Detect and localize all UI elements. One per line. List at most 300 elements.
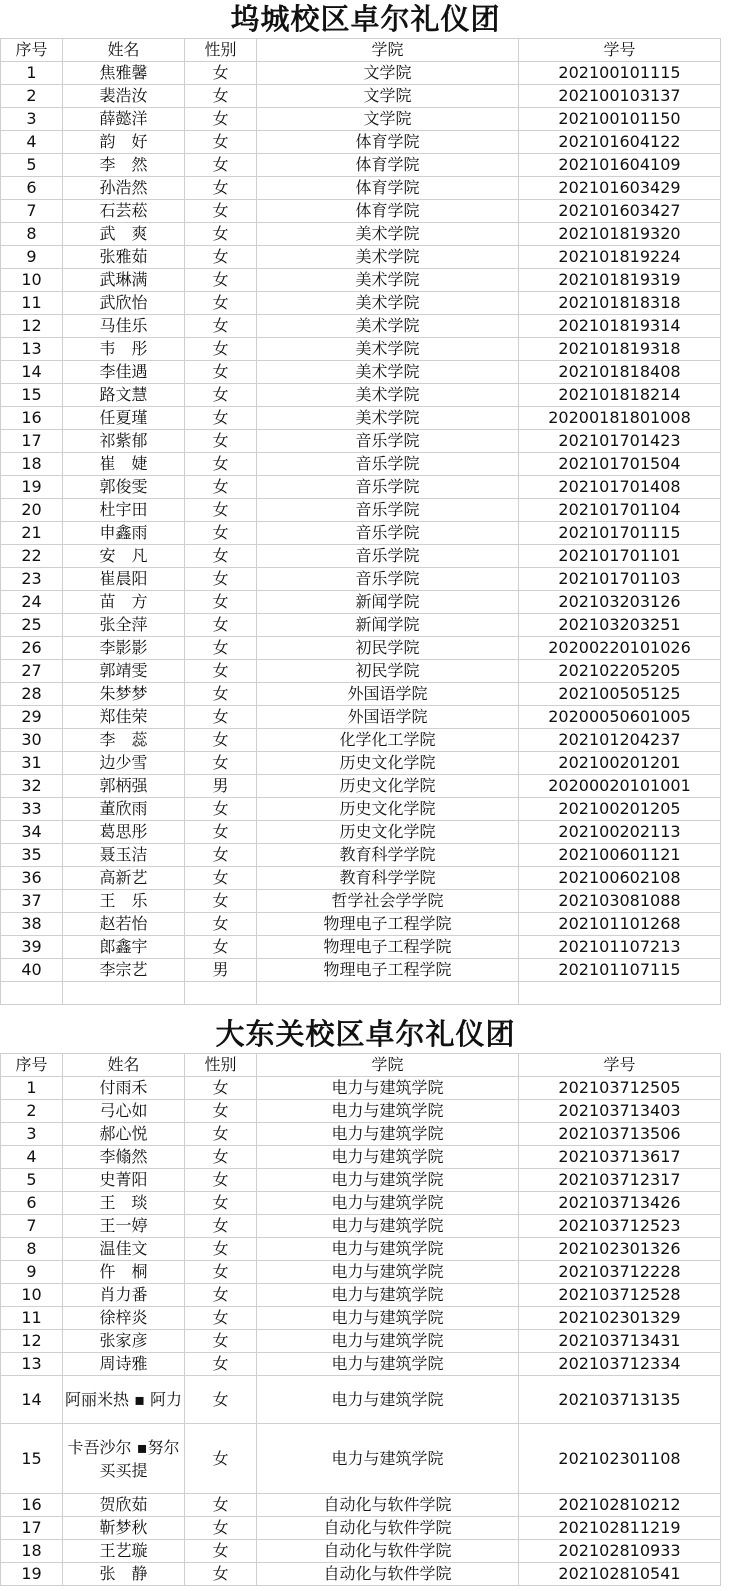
header-name: 姓名 xyxy=(63,1054,185,1077)
member-college: 电力与建筑学院 xyxy=(257,1100,519,1123)
table-row xyxy=(1,1261,721,1284)
member-gender: 女 xyxy=(185,1123,257,1146)
member-college: 文学院 xyxy=(257,62,519,85)
member-college: 物理电子工程学院 xyxy=(257,959,519,982)
member-name: 崔 婕 xyxy=(63,453,185,476)
member-name: 史菁阳 xyxy=(63,1169,185,1192)
section-2-table xyxy=(0,1053,721,1586)
row-index: 13 xyxy=(1,1353,63,1376)
member-gender: 女 xyxy=(185,890,257,913)
empty-cell xyxy=(257,982,519,1005)
member-name: 李宗艺 xyxy=(63,959,185,982)
header-gender: 性别 xyxy=(185,39,257,62)
member-gender: 女 xyxy=(185,1077,257,1100)
row-index: 12 xyxy=(1,1330,63,1353)
member-college: 新闻学院 xyxy=(257,591,519,614)
member-name: 焦雅馨 xyxy=(63,62,185,85)
section-2-title: 大东关校区卓尔礼仪团 xyxy=(215,1017,516,1051)
header-gender: 性别 xyxy=(185,1054,257,1077)
table-row xyxy=(1,591,721,614)
member-college: 化学化工学院 xyxy=(257,729,519,752)
empty-cell xyxy=(519,982,721,1005)
empty-cell xyxy=(185,982,257,1005)
member-name: 韵 好 xyxy=(63,131,185,154)
row-index: 27 xyxy=(1,660,63,683)
row-index: 32 xyxy=(1,775,63,798)
table-row xyxy=(1,660,721,683)
member-college: 电力与建筑学院 xyxy=(257,1353,519,1376)
member-name: 靳梦秋 xyxy=(63,1517,185,1540)
member-student-id: 202101818408 xyxy=(519,361,721,384)
member-student-id: 202103713506 xyxy=(519,1123,721,1146)
member-name: 温佳文 xyxy=(63,1238,185,1261)
member-student-id: 202101107115 xyxy=(519,959,721,982)
member-student-id: 202103712523 xyxy=(519,1215,721,1238)
table-row xyxy=(1,1540,721,1563)
table-row xyxy=(1,867,721,890)
member-student-id: 202101204237 xyxy=(519,729,721,752)
member-name: 高新艺 xyxy=(63,867,185,890)
member-gender: 女 xyxy=(185,476,257,499)
table-row xyxy=(1,568,721,591)
member-name: 周诗雅 xyxy=(63,1353,185,1376)
member-name: 张家彦 xyxy=(63,1330,185,1353)
member-student-id: 202101701408 xyxy=(519,476,721,499)
table-row xyxy=(1,1192,721,1215)
member-college: 电力与建筑学院 xyxy=(257,1307,519,1330)
member-college: 体育学院 xyxy=(257,131,519,154)
member-student-id: 202101101268 xyxy=(519,913,721,936)
member-name: 申鑫雨 xyxy=(63,522,185,545)
member-gender: 女 xyxy=(185,1540,257,1563)
row-index: 29 xyxy=(1,706,63,729)
row-index: 17 xyxy=(1,1517,63,1540)
table-row xyxy=(1,1215,721,1238)
member-gender: 女 xyxy=(185,1307,257,1330)
member-name: 裴浩汝 xyxy=(63,85,185,108)
table-header-row xyxy=(1,39,721,62)
member-gender: 女 xyxy=(185,683,257,706)
table-row xyxy=(1,545,721,568)
row-index: 2 xyxy=(1,1100,63,1123)
member-name: 李 然 xyxy=(63,154,185,177)
member-college: 历史文化学院 xyxy=(257,821,519,844)
member-gender: 女 xyxy=(185,545,257,568)
member-student-id: 202101819318 xyxy=(519,338,721,361)
table-row xyxy=(1,706,721,729)
member-college: 初民学院 xyxy=(257,637,519,660)
empty-cell xyxy=(63,982,185,1005)
row-index: 13 xyxy=(1,338,63,361)
member-college: 教育科学学院 xyxy=(257,844,519,867)
member-college: 体育学院 xyxy=(257,177,519,200)
member-name: 弓心如 xyxy=(63,1100,185,1123)
member-name: 韦 彤 xyxy=(63,338,185,361)
member-college: 音乐学院 xyxy=(257,499,519,522)
member-student-id: 202103203251 xyxy=(519,614,721,637)
member-college: 电力与建筑学院 xyxy=(257,1424,519,1494)
table-row xyxy=(1,338,721,361)
member-student-id: 202100103137 xyxy=(519,85,721,108)
table-row xyxy=(1,1424,721,1494)
member-gender: 女 xyxy=(185,844,257,867)
row-index: 18 xyxy=(1,1540,63,1563)
row-index: 20 xyxy=(1,499,63,522)
row-index: 2 xyxy=(1,85,63,108)
member-college: 电力与建筑学院 xyxy=(257,1169,519,1192)
row-index: 31 xyxy=(1,752,63,775)
member-student-id: 202101701504 xyxy=(519,453,721,476)
member-student-id: 202101819319 xyxy=(519,269,721,292)
member-college: 美术学院 xyxy=(257,223,519,246)
member-gender: 女 xyxy=(185,108,257,131)
row-index: 9 xyxy=(1,246,63,269)
table-row xyxy=(1,844,721,867)
member-name: 边少雪 xyxy=(63,752,185,775)
member-name: 王 乐 xyxy=(63,890,185,913)
member-student-id: 202101603427 xyxy=(519,200,721,223)
row-index: 1 xyxy=(1,1077,63,1100)
member-college: 电力与建筑学院 xyxy=(257,1077,519,1100)
member-student-id: 202100101150 xyxy=(519,108,721,131)
member-gender: 女 xyxy=(185,154,257,177)
member-name: 仵 桐 xyxy=(63,1261,185,1284)
member-student-id: 202102205205 xyxy=(519,660,721,683)
member-college: 初民学院 xyxy=(257,660,519,683)
row-index: 18 xyxy=(1,453,63,476)
member-gender: 女 xyxy=(185,1146,257,1169)
row-index: 3 xyxy=(1,108,63,131)
member-student-id: 202101818214 xyxy=(519,384,721,407)
member-student-id: 202102301329 xyxy=(519,1307,721,1330)
member-college: 电力与建筑学院 xyxy=(257,1146,519,1169)
member-gender: 女 xyxy=(185,637,257,660)
member-name: 郝心悦 xyxy=(63,1123,185,1146)
member-student-id: 202102811219 xyxy=(519,1517,721,1540)
table-row xyxy=(1,177,721,200)
member-name: 苗 方 xyxy=(63,591,185,614)
member-gender: 女 xyxy=(185,1424,257,1494)
row-index: 6 xyxy=(1,1192,63,1215)
member-name: 李佳遇 xyxy=(63,361,185,384)
member-name: 徐梓炎 xyxy=(63,1307,185,1330)
member-name: 葛思彤 xyxy=(63,821,185,844)
member-name: 武琳满 xyxy=(63,269,185,292)
member-college: 美术学院 xyxy=(257,338,519,361)
member-name: 张雅茹 xyxy=(63,246,185,269)
member-gender: 女 xyxy=(185,292,257,315)
member-name: 武 爽 xyxy=(63,223,185,246)
table-row xyxy=(1,200,721,223)
row-index: 10 xyxy=(1,1284,63,1307)
member-gender: 女 xyxy=(185,453,257,476)
table-row xyxy=(1,1284,721,1307)
member-student-id: 202103712317 xyxy=(519,1169,721,1192)
member-gender: 女 xyxy=(185,1238,257,1261)
table-row xyxy=(1,1494,721,1517)
member-college: 美术学院 xyxy=(257,315,519,338)
member-gender: 女 xyxy=(185,384,257,407)
table-row xyxy=(1,384,721,407)
member-gender: 女 xyxy=(185,729,257,752)
table-row xyxy=(1,315,721,338)
member-student-id: 20200020101001 xyxy=(519,775,721,798)
member-student-id: 202100202113 xyxy=(519,821,721,844)
member-student-id: 202101819320 xyxy=(519,223,721,246)
member-gender: 女 xyxy=(185,338,257,361)
row-index: 11 xyxy=(1,292,63,315)
member-name: 王一婷 xyxy=(63,1215,185,1238)
member-name: 祁紫郁 xyxy=(63,430,185,453)
member-gender: 女 xyxy=(185,315,257,338)
table-row xyxy=(1,85,721,108)
member-name: 石芸菘 xyxy=(63,200,185,223)
member-student-id: 20200181801008 xyxy=(519,407,721,430)
table-row xyxy=(1,269,721,292)
member-student-id: 202103712228 xyxy=(519,1261,721,1284)
row-index: 14 xyxy=(1,1376,63,1424)
member-college: 历史文化学院 xyxy=(257,752,519,775)
member-gender: 女 xyxy=(185,430,257,453)
row-index: 9 xyxy=(1,1261,63,1284)
member-gender: 女 xyxy=(185,752,257,775)
member-college: 外国语学院 xyxy=(257,706,519,729)
member-college: 美术学院 xyxy=(257,407,519,430)
member-student-id: 202101701115 xyxy=(519,522,721,545)
table-row xyxy=(1,1100,721,1123)
member-gender: 女 xyxy=(185,867,257,890)
member-student-id: 20200220101026 xyxy=(519,637,721,660)
member-college: 音乐学院 xyxy=(257,430,519,453)
section-1-title: 坞城校区卓尔礼仪团 xyxy=(230,2,501,36)
member-student-id: 202101818318 xyxy=(519,292,721,315)
member-name: 肖力番 xyxy=(63,1284,185,1307)
member-gender: 女 xyxy=(185,1563,257,1586)
table-row xyxy=(1,775,721,798)
header-student-id: 学号 xyxy=(519,1054,721,1077)
member-name: 郭靖雯 xyxy=(63,660,185,683)
member-student-id: 202100201205 xyxy=(519,798,721,821)
member-gender: 女 xyxy=(185,591,257,614)
member-college: 文学院 xyxy=(257,108,519,131)
member-college: 电力与建筑学院 xyxy=(257,1192,519,1215)
member-gender: 女 xyxy=(185,62,257,85)
member-college: 电力与建筑学院 xyxy=(257,1284,519,1307)
table-row xyxy=(1,108,721,131)
table-row xyxy=(1,1376,721,1424)
member-college: 体育学院 xyxy=(257,154,519,177)
member-name: 任夏瑾 xyxy=(63,407,185,430)
row-index: 4 xyxy=(1,1146,63,1169)
member-student-id: 202103081088 xyxy=(519,890,721,913)
member-name: 薛懿洋 xyxy=(63,108,185,131)
member-gender: 女 xyxy=(185,85,257,108)
member-name: 郭柄强 xyxy=(63,775,185,798)
table-row xyxy=(1,752,721,775)
table-row xyxy=(1,154,721,177)
member-gender: 女 xyxy=(185,361,257,384)
member-gender: 女 xyxy=(185,1353,257,1376)
member-student-id: 202101604122 xyxy=(519,131,721,154)
table-row xyxy=(1,798,721,821)
member-name: 马佳乐 xyxy=(63,315,185,338)
member-student-id: 202101701104 xyxy=(519,499,721,522)
member-student-id: 202100201201 xyxy=(519,752,721,775)
row-index: 33 xyxy=(1,798,63,821)
member-gender: 女 xyxy=(185,499,257,522)
member-name: 崔晨阳 xyxy=(63,568,185,591)
row-index: 15 xyxy=(1,1424,63,1494)
member-gender: 女 xyxy=(185,660,257,683)
member-name: 王 琰 xyxy=(63,1192,185,1215)
member-college: 美术学院 xyxy=(257,292,519,315)
header-college: 学院 xyxy=(257,1054,519,1077)
member-college: 自动化与软件学院 xyxy=(257,1540,519,1563)
row-index: 5 xyxy=(1,1169,63,1192)
row-index: 40 xyxy=(1,959,63,982)
member-name: 郑佳荣 xyxy=(63,706,185,729)
member-gender: 女 xyxy=(185,223,257,246)
member-college: 历史文化学院 xyxy=(257,798,519,821)
member-college: 物理电子工程学院 xyxy=(257,913,519,936)
member-name: 李影影 xyxy=(63,637,185,660)
member-name: 张全萍 xyxy=(63,614,185,637)
table-row xyxy=(1,821,721,844)
table-row xyxy=(1,959,721,982)
member-gender: 女 xyxy=(185,1192,257,1215)
member-gender: 女 xyxy=(185,821,257,844)
member-name: 王艺璇 xyxy=(63,1540,185,1563)
member-gender: 女 xyxy=(185,269,257,292)
row-index: 6 xyxy=(1,177,63,200)
table-row xyxy=(1,453,721,476)
member-student-id: 202103712334 xyxy=(519,1353,721,1376)
header-college: 学院 xyxy=(257,39,519,62)
table-row xyxy=(1,292,721,315)
table-row xyxy=(1,499,721,522)
row-index: 24 xyxy=(1,591,63,614)
member-gender: 女 xyxy=(185,1169,257,1192)
member-student-id: 20200050601005 xyxy=(519,706,721,729)
member-student-id: 202103203126 xyxy=(519,591,721,614)
member-name: 武欣怡 xyxy=(63,292,185,315)
member-student-id: 202103713617 xyxy=(519,1146,721,1169)
member-student-id: 202103712528 xyxy=(519,1284,721,1307)
member-name: 朱梦梦 xyxy=(63,683,185,706)
member-student-id: 202102810933 xyxy=(519,1540,721,1563)
row-index: 15 xyxy=(1,384,63,407)
member-college: 电力与建筑学院 xyxy=(257,1123,519,1146)
member-college: 物理电子工程学院 xyxy=(257,936,519,959)
member-student-id: 202101819224 xyxy=(519,246,721,269)
row-index: 7 xyxy=(1,1215,63,1238)
member-college: 美术学院 xyxy=(257,384,519,407)
member-college: 新闻学院 xyxy=(257,614,519,637)
member-gender: 女 xyxy=(185,568,257,591)
member-gender: 女 xyxy=(185,1494,257,1517)
member-student-id: 202101107213 xyxy=(519,936,721,959)
table-row xyxy=(1,407,721,430)
table-row xyxy=(1,361,721,384)
member-name: 贺欣茹 xyxy=(63,1494,185,1517)
member-student-id: 202103713426 xyxy=(519,1192,721,1215)
member-college: 哲学社会学学院 xyxy=(257,890,519,913)
table-row xyxy=(1,476,721,499)
table-row xyxy=(1,1307,721,1330)
member-student-id: 202100601121 xyxy=(519,844,721,867)
table-row xyxy=(1,683,721,706)
member-name: 李翛然 xyxy=(63,1146,185,1169)
row-index: 11 xyxy=(1,1307,63,1330)
table-row xyxy=(1,522,721,545)
table-row xyxy=(1,614,721,637)
row-index: 8 xyxy=(1,223,63,246)
member-student-id: 202101701101 xyxy=(519,545,721,568)
member-name: 孙浩然 xyxy=(63,177,185,200)
member-student-id: 202100505125 xyxy=(519,683,721,706)
member-college: 教育科学学院 xyxy=(257,867,519,890)
member-college: 电力与建筑学院 xyxy=(257,1261,519,1284)
empty-cell xyxy=(1,982,63,1005)
row-index: 5 xyxy=(1,154,63,177)
member-name: 董欣雨 xyxy=(63,798,185,821)
row-index: 22 xyxy=(1,545,63,568)
member-student-id: 202101701423 xyxy=(519,430,721,453)
member-college: 电力与建筑学院 xyxy=(257,1215,519,1238)
row-index: 19 xyxy=(1,1563,63,1586)
member-gender: 女 xyxy=(185,913,257,936)
member-student-id: 202101604109 xyxy=(519,154,721,177)
member-gender: 女 xyxy=(185,246,257,269)
table-row xyxy=(1,1077,721,1100)
member-college: 音乐学院 xyxy=(257,453,519,476)
row-index: 23 xyxy=(1,568,63,591)
member-college: 美术学院 xyxy=(257,361,519,384)
row-index: 30 xyxy=(1,729,63,752)
member-college: 自动化与软件学院 xyxy=(257,1494,519,1517)
row-index: 12 xyxy=(1,315,63,338)
table-row xyxy=(1,1330,721,1353)
member-student-id: 202102810541 xyxy=(519,1563,721,1586)
table-row xyxy=(1,1238,721,1261)
table-row xyxy=(1,223,721,246)
table-row xyxy=(1,1123,721,1146)
table-row xyxy=(1,729,721,752)
member-college: 美术学院 xyxy=(257,246,519,269)
member-name: 阿丽米热 ▪ 阿力 xyxy=(63,1376,185,1424)
member-gender: 女 xyxy=(185,1261,257,1284)
member-student-id: 202102810212 xyxy=(519,1494,721,1517)
member-name: 李 蕊 xyxy=(63,729,185,752)
member-student-id: 202101603429 xyxy=(519,177,721,200)
member-name: 张 静 xyxy=(63,1563,185,1586)
member-student-id: 202100101115 xyxy=(519,62,721,85)
section-1-table xyxy=(0,38,721,1005)
row-index: 16 xyxy=(1,1494,63,1517)
member-gender: 女 xyxy=(185,706,257,729)
row-index: 8 xyxy=(1,1238,63,1261)
member-gender: 男 xyxy=(185,775,257,798)
table-row xyxy=(1,430,721,453)
member-college: 自动化与软件学院 xyxy=(257,1517,519,1540)
member-name: 路文慧 xyxy=(63,384,185,407)
member-gender: 女 xyxy=(185,1517,257,1540)
member-name: 赵若怡 xyxy=(63,913,185,936)
member-college: 体育学院 xyxy=(257,200,519,223)
member-name: 付雨禾 xyxy=(63,1077,185,1100)
table-row xyxy=(1,1169,721,1192)
member-gender: 男 xyxy=(185,959,257,982)
